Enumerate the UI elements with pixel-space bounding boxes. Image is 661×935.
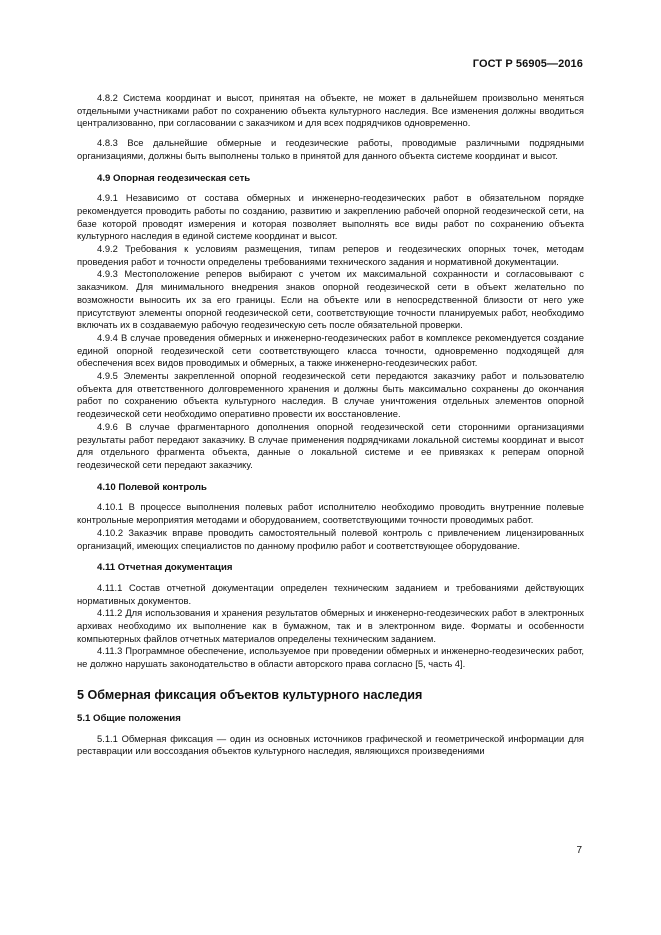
section-heading-4-11: 4.11 Отчетная документация [97, 562, 233, 574]
chapter-heading-5: 5 Обмерная фиксация объектов культурного наследия [77, 687, 423, 702]
paragraph-4-11-1: 4.11.1 Состав отчетной документации определен техническим заданием и требованиями действующих нормативных документов. [77, 581, 584, 606]
page-number: 7 [576, 845, 582, 856]
paragraph-4-8-3: 4.8.3 Все дальнейшие обмерные и геодезические работы, проводимые различными подрядными организациями, должны быть выполнены только в принятой для данного объекта системе координат и высот. [77, 137, 584, 161]
paragraph-4-9-3: 4.9.3 Местоположение реперов выбирают с учетом их максимальной сохранности и согласовывают с заказчиком. Для минимального внедрения знаков опорной геодезической сети в объект желательно по возможности выносить их за его границы. Если на объекте или в непосредственной близости от него уже присутствуют элементы опорной геодезической сети, соответствующие точности планируемых работ, необходимо включать их в создаваемую рабочую геодезическую сеть после обязательной проверки. [77, 268, 584, 331]
paragraph-4-11-2: 4.11.2 Для использования и хранения результатов обмерных и инженерно-геодезических работ в электронных архивах необходимо их выполнение как в бумажном, так и в электронном виде. Форматы и особенности компьютерных файлов отчетных материалов определены техническим заданием. [77, 607, 584, 644]
document-body [77, 92, 584, 758]
paragraph-4-9-5: 4.9.5 Элементы закрепленной опорной геодезической сети передаются заказчику работ и пользователю объекта для ответственного долговременного хранения и должны быть максимально сохранены до окончания работ по сохранению объекта культурного наследия. В случае уничтожения отдельных элементов опорной геодезической сети необходимо оперативно провести их восстановление. [77, 370, 584, 420]
paragraph-4-9-4: 4.9.4 В случае проведения обмерных и инженерно-геодезических работ в комплексе рекомендуется создание единой опорной геодезической сети соответствующего класса точности, одновременно подходящей для обеспечения всех видов проводимых и обмерных, а также инженерно-геодезических работ. [77, 331, 584, 369]
paragraph-4-11-3: 4.11.3 Программное обеспечение, используемое при проведении обмерных и инженерно-геодезических работ, не должно нарушать законодательство в области авторского права согласно [5, часть 4]. [77, 645, 584, 670]
paragraph-4-8-2: 4.8.2 Система координат и высот, принятая на объекте, не может в дальнейшем произвольно меняться отдельными участниками работ по сохранению объекта культурного наследия. Все изменения должны вводиться централизованно, при согласовании с заказчиком и для всех подрядчиков одновременно. [77, 92, 584, 129]
document-standard-id: ГОСТ Р 56905—2016 [472, 58, 583, 70]
paragraph-4-9-2: 4.9.2 Требования к условиям размещения, типам реперов и геодезических опорных точек, методам проведения работ и точности определены требованиями технического задания и нормативной документации. [77, 243, 584, 267]
paragraph-4-9-6: 4.9.6 В случае фрагментарного дополнения опорной геодезической сети сторонними организациями результаты работ передают заказчику. В случае применения подрядчиками локальной системы координат и высот для отдельного фрагмента объекта, данные о локальной системе и ее привязках к реперам опорной геодезической сети передают заказчику. [77, 420, 584, 470]
paragraph-4-10-1: 4.10.1 В процессе выполнения полевых работ исполнителю необходимо проводить внутренние полевые контрольные мероприятия методами и оборудованием, соответствующими точности проводимых работ. [77, 501, 584, 526]
section-heading-5-1: 5.1 Общие положения [77, 712, 181, 724]
paragraph-4-9-1: 4.9.1 Независимо от состава обмерных и инженерно-геодезических работ в обязательном порядке рекомендуется проводить работы по созданию, развитию и закреплению рабочей опорной геодезической сети, на базе которой проводят измерения и которая позволяет выполнять все виды работ по сохранению объекта культурного наследия в единой системе координат и высот. [77, 192, 584, 242]
section-heading-4-10: 4.10 Полевой контроль [97, 481, 207, 493]
paragraph-4-10-2: 4.10.2 Заказчик вправе проводить самостоятельный полевой контроль с привлечением лицензированных организаций, имеющих специалистов по данному профилю работ и соответствующее оборудование. [77, 526, 584, 551]
section-heading-4-9: 4.9 Опорная геодезическая сеть [97, 172, 251, 184]
paragraph-5-1-1: 5.1.1 Обмерная фиксация — один из основных источников графической и геометрической информации для реставрации или воссоздания объектов культурного наследия, являющихся произведениями [77, 732, 584, 757]
